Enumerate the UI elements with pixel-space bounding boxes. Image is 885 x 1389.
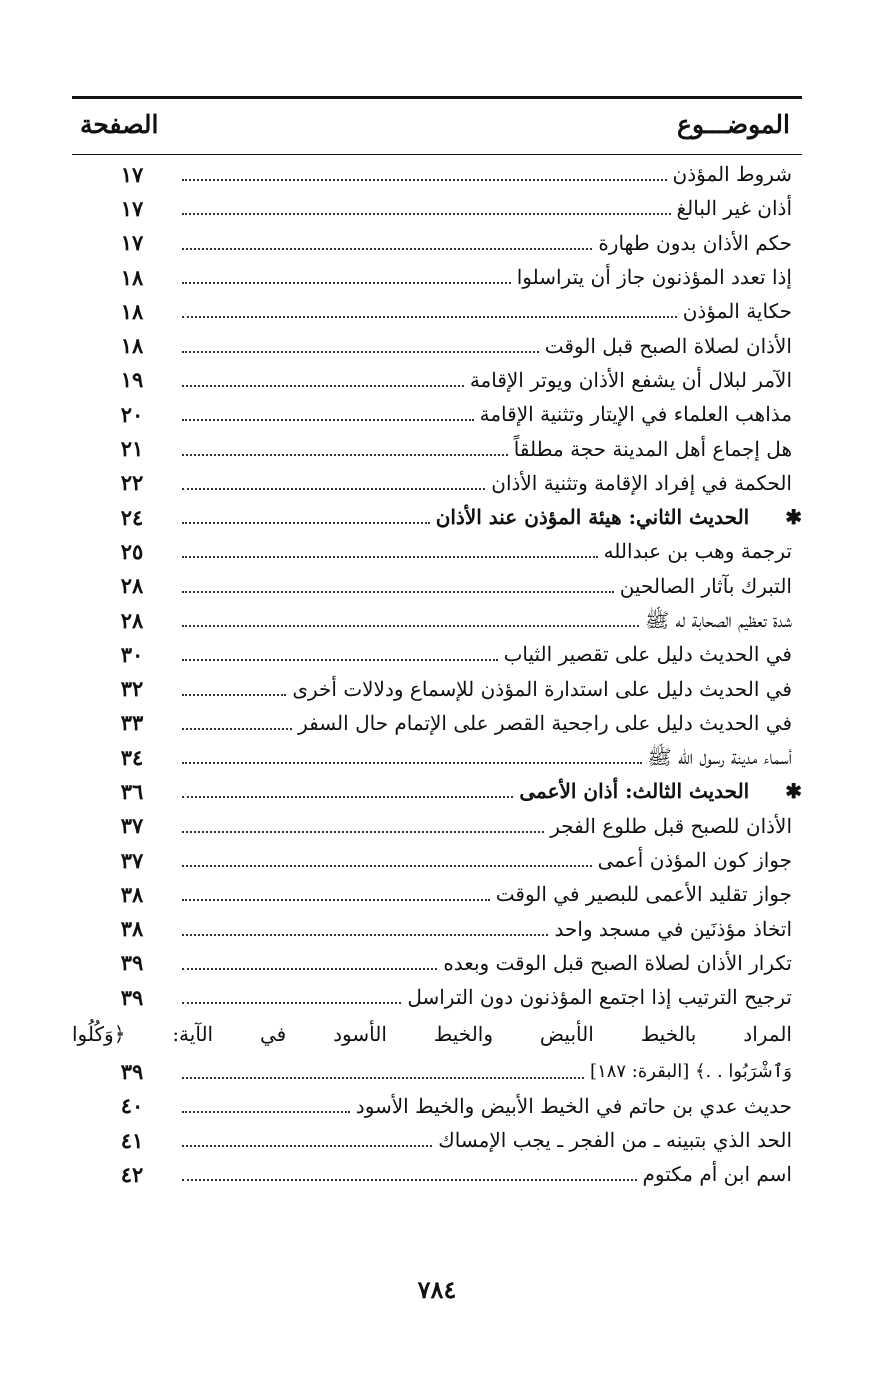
dot-leader [182,899,490,901]
toc-row [72,466,802,500]
dot-leader [182,1077,584,1079]
toc-row [72,328,802,362]
dot-leader [182,316,677,318]
entry-title: حكم الأذان بدون طهارة [598,230,792,255]
toc-row [72,603,802,637]
toc-row [72,1089,802,1123]
toc-row [72,637,802,671]
toc-row [72,706,802,740]
entry-title: الأذان للصبح قبل طلوع الفجر [550,813,792,838]
toc-section-row [72,500,802,534]
entry-title: مذاهب العلماء في الإيتار وتثنية الإقامة [479,402,792,427]
toc-row [72,191,802,225]
entry-title: حديث عدي بن حاتم في الخيط الأبيض والخيط الأسود [355,1093,792,1118]
toc-row [72,260,802,294]
asterisk-icon: ✱ [785,779,802,804]
toc-row [72,1157,802,1191]
dot-leader [182,865,592,867]
topic-heading: الموضـــوع [677,109,790,139]
entry-title: شروط المؤذن [672,162,792,187]
entry-title: في الحديث دليل على تقصير الثياب [503,642,792,667]
toc-page [72,0,802,1389]
dot-leader [182,282,511,284]
toc-header [72,104,802,144]
entry-title: اسم ابن أم مكتوم [642,1162,792,1187]
entry-page-number: ٢٨ [120,573,144,599]
entry-title: الحكمة في إفراد الإقامة وتثنية الأذان [491,470,792,495]
entry-page-number: ٢١ [120,436,144,462]
dot-leader [182,831,544,833]
entry-page-number: ٣٧ [120,847,144,873]
toc-row [72,569,802,603]
header-rule [72,154,802,155]
asterisk-icon: ✱ [785,505,802,530]
entry-title: أذان غير البالغ [676,196,792,221]
entry-page-number: ٣٦ [120,778,144,804]
dot-leader [182,488,485,490]
dot-leader [182,625,639,627]
dot-leader [182,728,292,730]
dot-leader [182,762,642,764]
toc-row [72,740,802,774]
entry-title: إذا تعدد المؤذنون جاز أن يتراسلوا [516,265,792,290]
entry-title: في الحديث دليل على استدارة المؤذن للإسماع ودلالات أخرى [292,676,792,701]
entry-page-number: ٣٤ [120,744,144,770]
entry-page-number: ٢٥ [120,538,144,564]
dot-leader [182,1179,637,1181]
entry-page-number: ١٧ [120,230,144,256]
entry-title: وَٱشْرَبُوا . .﴾ [البقرة: ١٨٧] [590,1060,792,1082]
dot-leader [182,591,614,593]
dot-leader [182,934,548,936]
toc-row [72,877,802,911]
entry-page-number: ٤٢ [120,1161,144,1187]
entry-page-number: ٢٠ [120,401,144,427]
entry-page-number: ١٩ [120,367,144,393]
dot-leader [182,454,508,456]
entry-title: شدة تعظيم الصحابة له ﷺ [645,608,792,632]
entry-title: حكاية المؤذن [682,299,792,324]
dot-leader [182,179,667,181]
toc-row [72,809,802,843]
dot-leader [182,419,474,421]
entry-title: في الحديث دليل على راجحية القصر على الإتمام حال السفر [298,710,792,735]
dot-leader [182,351,539,353]
entry-title: أسماء مدينة رسول الله ﷺ [647,745,792,770]
toc-section-row [72,774,802,808]
dot-leader [182,796,513,798]
dot-leader [182,1145,432,1147]
entry-title: الحديث الثالث: أذان الأعمى [519,779,750,804]
toc-row [72,1123,802,1157]
entry-title: المراد بالخيط الأبيض والخيط الأسود في الآية: ﴿وَكُلُوا [72,1022,792,1047]
toc-row [72,912,802,946]
page-number: ٧٨٤ [417,1275,457,1304]
entry-title: تكرار الأذان لصلاة الصبح قبل الوقت وبعده [443,950,792,975]
dot-leader [182,694,286,696]
entry-title: الأذان لصلاة الصبح قبل الوقت [544,333,792,358]
top-rule [72,96,802,99]
entry-title: التبرك بآثار الصالحين [619,573,792,598]
entry-page-number: ٢٤ [120,504,144,530]
toc-row [72,294,802,328]
entry-page-number: ٢٢ [120,470,144,496]
toc-row [72,671,802,705]
dot-leader [182,213,671,215]
entry-page-number: ٢٨ [120,607,144,633]
entry-title: جواز تقليد الأعمى للبصير في الوقت [495,882,792,907]
entry-title: هل إجماع أهل المدينة حجة مطلقاً [513,436,792,461]
dot-leader [182,385,464,387]
entry-page-number: ٤٠ [120,1093,144,1119]
entry-page-number: ٤١ [120,1127,144,1153]
toc-row [72,843,802,877]
toc-row [72,397,802,431]
dot-leader [182,248,592,250]
entry-page-number: ١٨ [120,333,144,359]
entry-page-number: ٣٨ [120,916,144,942]
toc-row [72,1014,802,1054]
toc-row [72,534,802,568]
entry-title: الآمر لبلال أن يشفع الأذان ويوتر الإقامة [469,367,792,392]
entry-page-number: ٣٨ [120,881,144,907]
toc-row [72,363,802,397]
entry-page-number: ٣٣ [120,710,144,736]
entry-page-number: ١٧ [120,195,144,221]
entry-page-number: ٣٩ [120,984,144,1010]
dot-leader [182,968,437,970]
entry-title: اتخاذ مؤذنَين في مسجد واحد [554,916,792,941]
entry-page-number: ١٧ [120,161,144,187]
entry-page-number: ٣٠ [120,641,144,667]
entry-page-number: ٣٩ [120,950,144,976]
entry-title: الحديث الثاني: هيئة المؤذن عند الأذان [435,505,750,530]
toc-row [72,980,802,1014]
entry-page-number: ٣٩ [120,1059,144,1085]
dot-leader [182,522,430,524]
toc-entries [72,157,802,1192]
entry-page-number: ١٨ [120,264,144,290]
toc-row [72,946,802,980]
entry-title: ترجيح الترتيب إذا اجتمع المؤذنون دون التراسل [407,985,792,1010]
toc-row [72,1054,802,1088]
dot-leader [182,1111,350,1113]
toc-row [72,157,802,191]
toc-row [72,431,802,465]
dot-leader [182,659,498,661]
entry-title: الحد الذي بتبينه ـ من الفجر ـ يجب الإمساك [438,1128,792,1153]
entry-page-number: ٣٢ [120,676,144,702]
entry-page-number: ١٨ [120,298,144,324]
page-heading: الصفحة [80,109,159,139]
dot-leader [182,556,598,558]
dot-leader [182,1002,401,1004]
entry-title: ترجمة وهب بن عبدالله [603,539,792,564]
toc-row [72,226,802,260]
entry-page-number: ٣٧ [120,813,144,839]
entry-title: جواز كون المؤذن أعمى [597,848,792,873]
